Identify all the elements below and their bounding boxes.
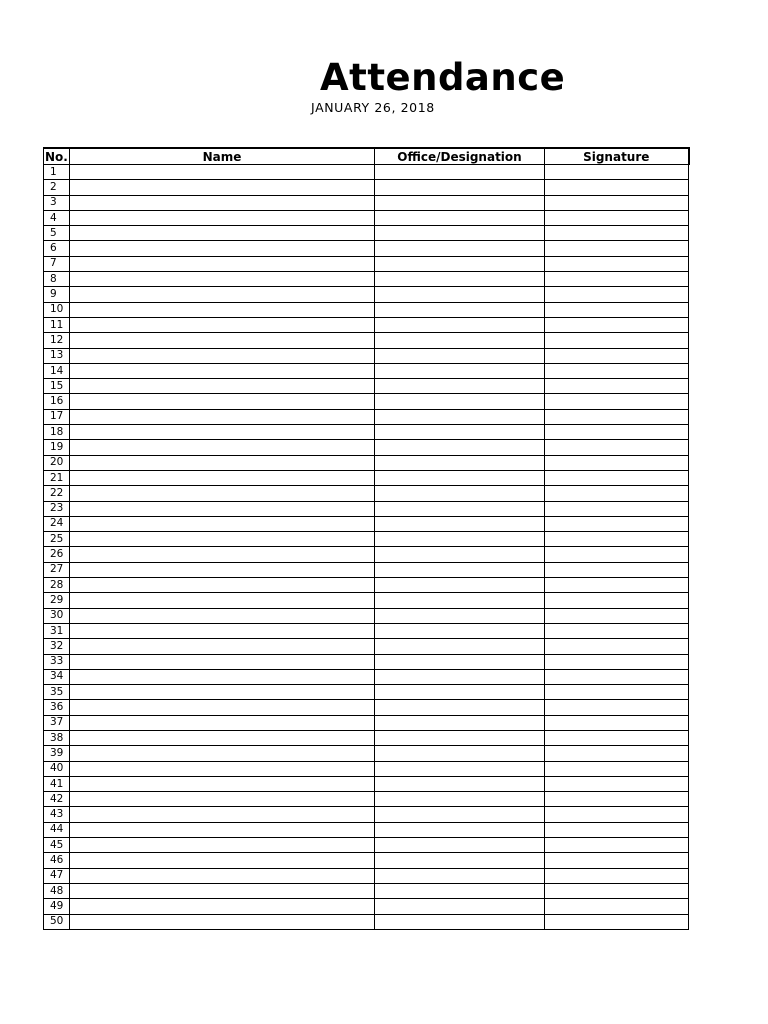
signature-cell[interactable] (545, 195, 689, 210)
office-cell[interactable] (375, 685, 545, 700)
office-cell[interactable] (375, 348, 545, 363)
row-number: 40 (44, 761, 70, 776)
row-number: 29 (44, 593, 70, 608)
name-cell[interactable] (70, 899, 375, 914)
row-number: 31 (44, 623, 70, 638)
table-row (44, 838, 689, 853)
signature-cell[interactable] (545, 838, 689, 853)
signature-cell[interactable] (545, 868, 689, 883)
table-row (44, 792, 689, 807)
signature-cell[interactable] (545, 470, 689, 485)
name-cell[interactable] (70, 195, 375, 210)
row-number: 16 (44, 394, 70, 409)
name-cell[interactable] (70, 914, 375, 929)
office-cell[interactable] (375, 379, 545, 394)
row-number: 3 (44, 195, 70, 210)
name-cell[interactable] (70, 165, 375, 180)
office-cell[interactable] (375, 761, 545, 776)
row-number: 21 (44, 470, 70, 485)
signature-cell[interactable] (545, 914, 689, 929)
table-row (44, 165, 689, 180)
row-number: 25 (44, 532, 70, 547)
name-cell[interactable] (70, 593, 375, 608)
signature-cell[interactable] (545, 272, 689, 287)
table-row (44, 868, 689, 883)
name-cell[interactable] (70, 883, 375, 898)
office-cell[interactable] (375, 868, 545, 883)
attendance-date: JANUARY 26, 2018 (311, 100, 435, 115)
office-cell[interactable] (375, 363, 545, 378)
table-row (44, 562, 689, 577)
signature-cell[interactable] (545, 302, 689, 317)
signature-cell[interactable] (545, 379, 689, 394)
table-row (44, 348, 689, 363)
signature-cell[interactable] (545, 807, 689, 822)
office-cell[interactable] (375, 226, 545, 241)
office-cell[interactable] (375, 792, 545, 807)
row-number: 10 (44, 302, 70, 317)
office-cell[interactable] (375, 470, 545, 485)
table-row (44, 425, 689, 440)
row-number: 49 (44, 899, 70, 914)
table-row (44, 486, 689, 501)
row-number: 32 (44, 639, 70, 654)
column-header-signature: Signature (545, 148, 689, 165)
office-cell[interactable] (375, 715, 545, 730)
row-number: 48 (44, 883, 70, 898)
signature-cell[interactable] (545, 746, 689, 761)
row-number: 6 (44, 241, 70, 256)
signature-cell[interactable] (545, 226, 689, 241)
signature-cell[interactable] (545, 700, 689, 715)
table-row (44, 470, 689, 485)
table-row (44, 715, 689, 730)
office-cell[interactable] (375, 623, 545, 638)
name-cell[interactable] (70, 715, 375, 730)
office-cell[interactable] (375, 822, 545, 837)
office-cell[interactable] (375, 853, 545, 868)
row-number: 45 (44, 838, 70, 853)
row-number: 23 (44, 501, 70, 516)
signature-cell[interactable] (545, 486, 689, 501)
name-cell[interactable] (70, 822, 375, 837)
office-cell[interactable] (375, 807, 545, 822)
table-row (44, 455, 689, 470)
office-cell[interactable] (375, 516, 545, 531)
signature-cell[interactable] (545, 761, 689, 776)
name-cell[interactable] (70, 425, 375, 440)
office-cell[interactable] (375, 302, 545, 317)
row-number: 39 (44, 746, 70, 761)
row-number: 14 (44, 363, 70, 378)
signature-cell[interactable] (545, 516, 689, 531)
table-row (44, 317, 689, 332)
name-cell[interactable] (70, 853, 375, 868)
name-cell[interactable] (70, 180, 375, 195)
signature-cell[interactable] (545, 899, 689, 914)
row-number: 35 (44, 685, 70, 700)
table-row (44, 302, 689, 317)
row-number: 20 (44, 455, 70, 470)
row-number: 36 (44, 700, 70, 715)
table-row (44, 899, 689, 914)
office-cell[interactable] (375, 272, 545, 287)
office-cell[interactable] (375, 394, 545, 409)
office-cell[interactable] (375, 562, 545, 577)
signature-cell[interactable] (545, 623, 689, 638)
row-number: 24 (44, 516, 70, 531)
attendance-rows (44, 165, 689, 930)
name-cell[interactable] (70, 669, 375, 684)
attendance-table (43, 147, 690, 930)
signature-cell[interactable] (545, 715, 689, 730)
column-header-no: No. (45, 149, 68, 164)
signature-cell[interactable] (545, 562, 689, 577)
signature-cell[interactable] (545, 593, 689, 608)
table-row (44, 623, 689, 638)
name-cell[interactable] (70, 470, 375, 485)
signature-cell[interactable] (545, 180, 689, 195)
office-cell[interactable] (375, 608, 545, 623)
signature-cell[interactable] (545, 241, 689, 256)
office-cell[interactable] (375, 776, 545, 791)
name-cell[interactable] (70, 532, 375, 547)
row-number: 50 (44, 914, 70, 929)
signature-cell[interactable] (545, 317, 689, 332)
name-cell[interactable] (70, 210, 375, 225)
office-cell[interactable] (375, 486, 545, 501)
office-cell[interactable] (375, 287, 545, 302)
name-cell[interactable] (70, 287, 375, 302)
table-row (44, 180, 689, 195)
name-cell[interactable] (70, 241, 375, 256)
name-cell[interactable] (70, 776, 375, 791)
table-row (44, 578, 689, 593)
row-number: 17 (44, 409, 70, 424)
table-row (44, 547, 689, 562)
signature-cell[interactable] (545, 853, 689, 868)
signature-cell[interactable] (545, 333, 689, 348)
office-cell[interactable] (375, 455, 545, 470)
signature-cell[interactable] (545, 440, 689, 455)
signature-cell[interactable] (545, 547, 689, 562)
signature-cell[interactable] (545, 578, 689, 593)
signature-cell[interactable] (545, 685, 689, 700)
name-cell[interactable] (70, 363, 375, 378)
page-title: Attendance (320, 56, 566, 99)
table-row (44, 287, 689, 302)
name-cell[interactable] (70, 317, 375, 332)
name-cell[interactable] (70, 486, 375, 501)
name-cell[interactable] (70, 868, 375, 883)
row-number: 9 (44, 287, 70, 302)
row-number: 13 (44, 348, 70, 363)
signature-cell[interactable] (545, 776, 689, 791)
office-cell[interactable] (375, 425, 545, 440)
name-cell[interactable] (70, 409, 375, 424)
row-number: 27 (44, 562, 70, 577)
signature-cell[interactable] (545, 883, 689, 898)
table-row (44, 807, 689, 822)
signature-cell[interactable] (545, 210, 689, 225)
table-row (44, 272, 689, 287)
table-row (44, 700, 689, 715)
name-cell[interactable] (70, 256, 375, 271)
office-cell[interactable] (375, 883, 545, 898)
name-cell[interactable] (70, 700, 375, 715)
office-cell[interactable] (375, 195, 545, 210)
office-cell[interactable] (375, 180, 545, 195)
row-number: 8 (44, 272, 70, 287)
row-number: 37 (44, 715, 70, 730)
name-cell[interactable] (70, 807, 375, 822)
office-cell[interactable] (375, 578, 545, 593)
name-cell[interactable] (70, 623, 375, 638)
row-number: 11 (44, 317, 70, 332)
name-cell[interactable] (70, 272, 375, 287)
office-cell[interactable] (375, 593, 545, 608)
table-row (44, 226, 689, 241)
office-cell[interactable] (375, 547, 545, 562)
signature-cell[interactable] (545, 669, 689, 684)
row-number: 26 (44, 547, 70, 562)
signature-cell[interactable] (545, 165, 689, 180)
office-cell[interactable] (375, 501, 545, 516)
table-row (44, 914, 689, 929)
office-cell[interactable] (375, 241, 545, 256)
signature-cell[interactable] (545, 608, 689, 623)
office-cell[interactable] (375, 746, 545, 761)
office-cell[interactable] (375, 333, 545, 348)
signature-cell[interactable] (545, 532, 689, 547)
name-cell[interactable] (70, 501, 375, 516)
name-cell[interactable] (70, 226, 375, 241)
signature-cell[interactable] (545, 287, 689, 302)
name-cell[interactable] (70, 639, 375, 654)
row-number: 4 (44, 210, 70, 225)
row-number: 38 (44, 730, 70, 745)
signature-cell[interactable] (545, 348, 689, 363)
table-row (44, 776, 689, 791)
table-row (44, 394, 689, 409)
office-cell[interactable] (375, 914, 545, 929)
office-cell[interactable] (375, 654, 545, 669)
table-row (44, 256, 689, 271)
table-row (44, 409, 689, 424)
name-cell[interactable] (70, 838, 375, 853)
office-cell[interactable] (375, 409, 545, 424)
row-number: 22 (44, 486, 70, 501)
name-cell[interactable] (70, 547, 375, 562)
office-cell[interactable] (375, 165, 545, 180)
signature-cell[interactable] (545, 256, 689, 271)
row-number: 44 (44, 822, 70, 837)
table-row (44, 210, 689, 225)
row-number: 5 (44, 226, 70, 241)
table-row (44, 639, 689, 654)
name-cell[interactable] (70, 608, 375, 623)
table-row (44, 516, 689, 531)
name-cell[interactable] (70, 348, 375, 363)
table-row (44, 379, 689, 394)
office-cell[interactable] (375, 700, 545, 715)
office-cell[interactable] (375, 899, 545, 914)
row-number: 12 (44, 333, 70, 348)
table-row (44, 669, 689, 684)
name-cell[interactable] (70, 302, 375, 317)
table-header-row (44, 148, 689, 165)
signature-cell[interactable] (545, 822, 689, 837)
signature-cell[interactable] (545, 394, 689, 409)
row-number: 43 (44, 807, 70, 822)
name-cell[interactable] (70, 730, 375, 745)
name-cell[interactable] (70, 440, 375, 455)
table-row (44, 608, 689, 623)
row-number: 30 (44, 608, 70, 623)
signature-cell[interactable] (545, 639, 689, 654)
table-row (44, 363, 689, 378)
name-cell[interactable] (70, 792, 375, 807)
row-number: 34 (44, 669, 70, 684)
table-row (44, 195, 689, 210)
office-cell[interactable] (375, 317, 545, 332)
table-row (44, 440, 689, 455)
table-row (44, 501, 689, 516)
row-number: 7 (44, 256, 70, 271)
row-number: 33 (44, 654, 70, 669)
table-row (44, 730, 689, 745)
office-cell[interactable] (375, 532, 545, 547)
signature-cell[interactable] (545, 730, 689, 745)
row-number: 19 (44, 440, 70, 455)
signature-cell[interactable] (545, 792, 689, 807)
table-row (44, 685, 689, 700)
row-number: 28 (44, 578, 70, 593)
table-row (44, 883, 689, 898)
row-number: 1 (44, 165, 70, 180)
row-number: 42 (44, 792, 70, 807)
signature-cell[interactable] (545, 409, 689, 424)
office-cell[interactable] (375, 440, 545, 455)
table-row (44, 761, 689, 776)
office-cell[interactable] (375, 669, 545, 684)
table-row (44, 241, 689, 256)
office-cell[interactable] (375, 838, 545, 853)
column-header-name: Name (70, 148, 375, 165)
office-cell[interactable] (375, 639, 545, 654)
row-number: 15 (44, 379, 70, 394)
row-number: 46 (44, 853, 70, 868)
row-number: 47 (44, 868, 70, 883)
office-cell[interactable] (375, 210, 545, 225)
name-cell[interactable] (70, 578, 375, 593)
table-row (44, 822, 689, 837)
name-cell[interactable] (70, 746, 375, 761)
name-cell[interactable] (70, 654, 375, 669)
signature-cell[interactable] (545, 425, 689, 440)
table-row (44, 654, 689, 669)
signature-cell[interactable] (545, 363, 689, 378)
office-cell[interactable] (375, 730, 545, 745)
name-cell[interactable] (70, 562, 375, 577)
signature-cell[interactable] (545, 654, 689, 669)
table-row (44, 333, 689, 348)
column-header-office: Office/Designation (375, 148, 545, 165)
row-number: 2 (44, 180, 70, 195)
name-cell[interactable] (70, 516, 375, 531)
signature-cell[interactable] (545, 501, 689, 516)
name-cell[interactable] (70, 394, 375, 409)
table-row (44, 853, 689, 868)
name-cell[interactable] (70, 685, 375, 700)
table-row (44, 593, 689, 608)
name-cell[interactable] (70, 333, 375, 348)
row-number: 41 (44, 776, 70, 791)
name-cell[interactable] (70, 761, 375, 776)
signature-cell[interactable] (545, 455, 689, 470)
name-cell[interactable] (70, 455, 375, 470)
row-number: 18 (44, 425, 70, 440)
office-cell[interactable] (375, 256, 545, 271)
table-row (44, 746, 689, 761)
table-row (44, 532, 689, 547)
name-cell[interactable] (70, 379, 375, 394)
